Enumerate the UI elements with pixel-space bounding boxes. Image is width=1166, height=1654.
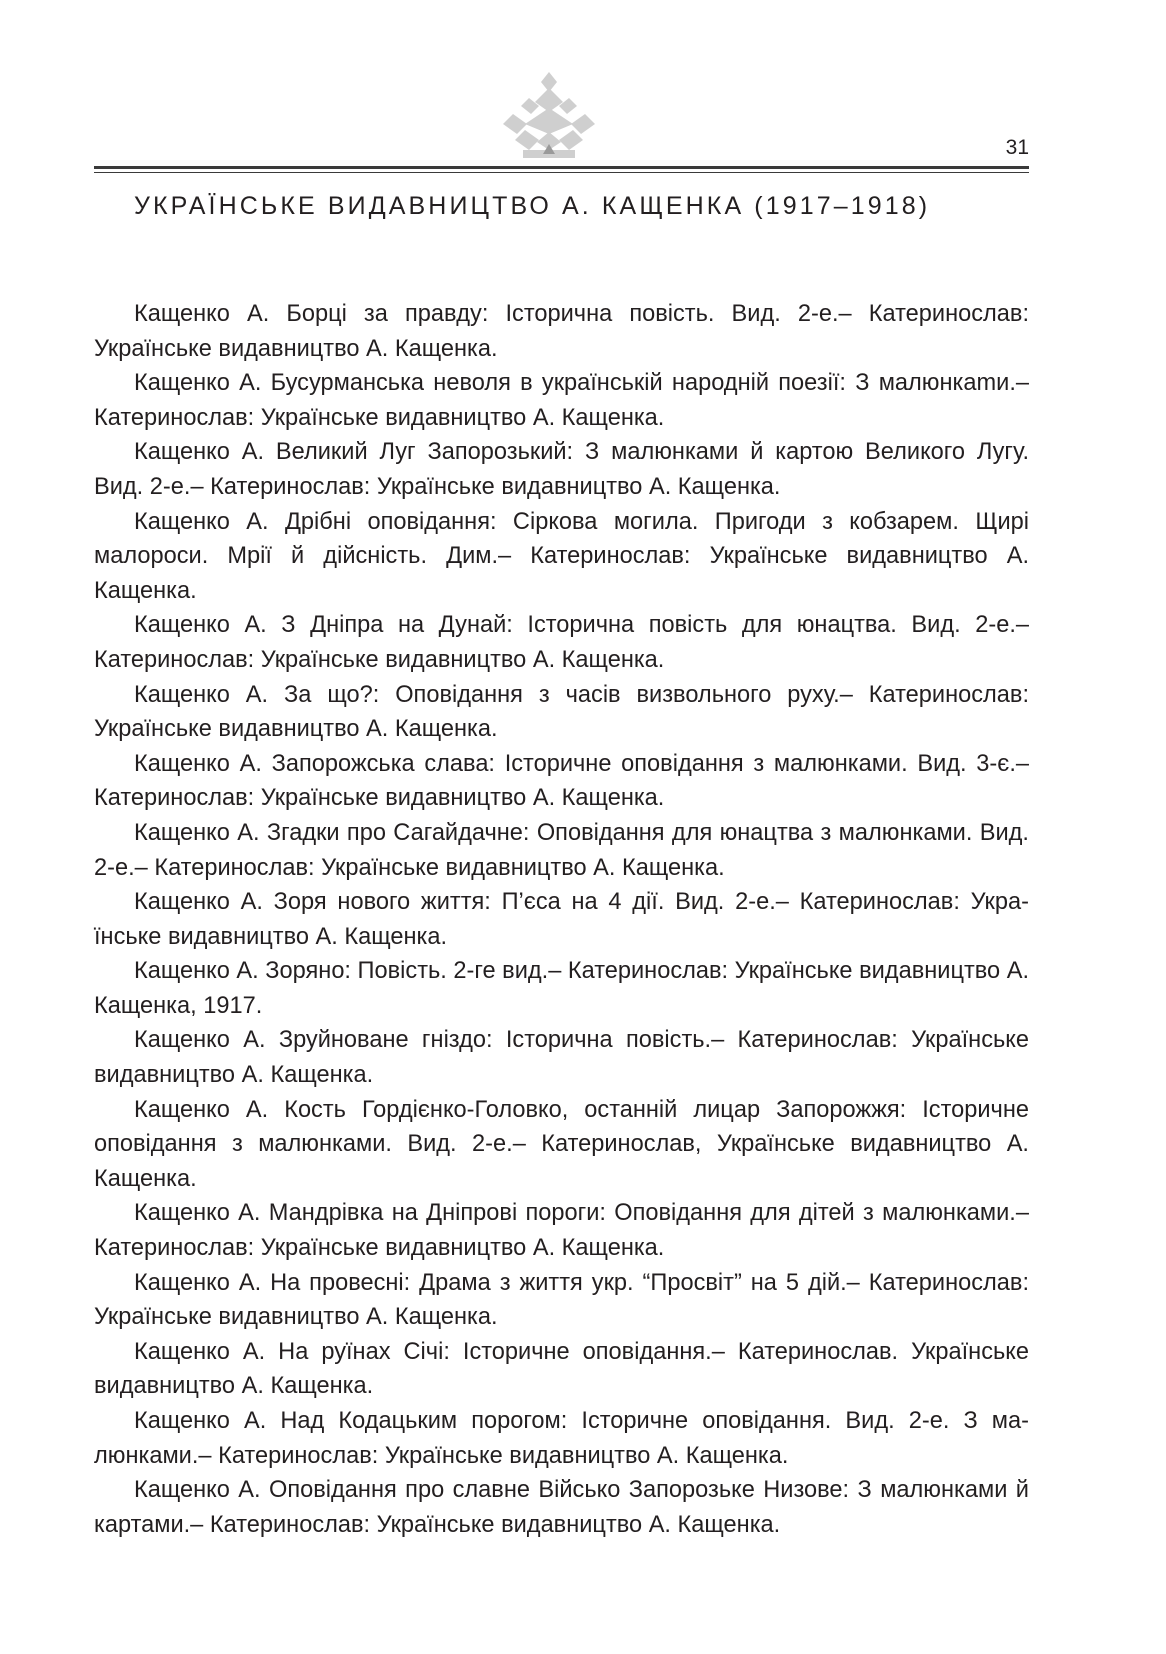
bibliography-entry: Кащенко А. Мандрівка на Дніпрові пороги: Оповідання для дітей з малюнками.– Катеринослав: Українське видавництво А. Кащенка. [94,1200,1029,1262]
bibliography-entry: Кащенко А. Оповідання про славне Військо Запорозьке Низове: З малюнками й картами.– Катеринослав: Українське видавництво А. Кащенка. [94,1477,1029,1538]
bibliography-entry: Кащенко А. На руїнах Січі: Історичне оповідання.– Катеринослав. Українське видавництво А. Кащенка. [94,1338,1029,1400]
folk-ornament-icon [499,72,599,158]
bibliography-entry: Кащенко А. Великий Луг Запорозький: З малюнками й картою Великого Лугу. Вид. 2-е.– Катеринослав: Українське видавництво А. Кащенка. [94,439,1029,500]
bibliography-entry: Кащенко А. Зоря нового життя: П’єса на 4 дії. Вид. 2-е.– Катеринослав: Українське видавництво А. Кащенка. [94,889,1029,950]
bibliography-entry: Кащенко А. Борці за правду: Історична повість. Вид. 2-е.– Катеринослав: Українське видавництво А. Кащенка. [94,301,1029,362]
bibliography-entry: Кащенко А. Бусурманська неволя в українській народній поезії: З малюнкаmи.– Катеринослав: Українське видавництво А. Кащенка. [94,370,1029,431]
bibliography-entry: Кащенко А. За що?: Оповідання з часів визвольного руху.– Катеринослав: Українське видавництво А. Кащенка. [94,681,1029,743]
bibliography-entry: Кащенко А. Над Кодацьким порогом: Історичне оповідання. Вид. 2-е. З малюнками.– Катеринослав: Українське видавництво А. Кащенка. [94,1408,1029,1469]
bibliography-entry: Кащенко А. Дрібні оповідання: Сіркова могила. Пригоди з кобзарем. Щирі малороси. Мрії й дійсність. Дим.– Катеринослав: Українське видавництво А. Кащенка. [94,508,1029,604]
bibliography-entry: Кащенко А. З Дніпра на Дунай: Історична повість для юнацтва. Вид. 2-е.– Катеринослав: Українське видавництво А. Кащенка. [94,612,1029,673]
running-head: УКРАЇНСЬКЕ ВИДАВНИЦТВО А. КАЩЕНКА (1917–1918) [134,192,931,220]
bibliography-entry: Кащенко А. Згадки про Сагайдачне: Оповідання для юнацтва з малюнками. Вид. 2-е.– Катеринослав: Українське видавництво А. Кащенка. [94,819,1029,881]
page-number: 31 [1005,136,1029,159]
bibliography-list [94,297,1029,1542]
header-rule-thick [94,166,1029,169]
bibliography-entry: Кащенко А. Зруйноване гніздо: Історична повість.– Катеринослав: Українське видавництво А. Кащенка. [94,1027,1029,1089]
bibliography-entry: Кащенко А. На провесні: Драма з життя укр. “Просвіт” на 5 дій.– Катеринослав: Українське видавництво А. Кащенка. [94,1269,1029,1331]
header-rule-thin [94,172,1029,173]
bibliography-entry: Кащенко А. Запорожська слава: Історичне оповідання з малюнками. Вид. 3-є.– Катеринослав: Українське видавництво А. Кащенка. [94,750,1029,812]
bibliography-entry: Кащенко А. Зоряно: Повість. 2-ге вид.– Катеринослав: Українське видавництво А. Кащенка, 1917. [94,958,1029,1019]
bibliography-entry: Кащенко А. Кость Гордієнко-Головко, останній лицар Запорожжя: Історичне оповідання з малюнками. Вид. 2-е.– Катеринослав, Українське видавництво А. Кащенка. [94,1096,1029,1192]
